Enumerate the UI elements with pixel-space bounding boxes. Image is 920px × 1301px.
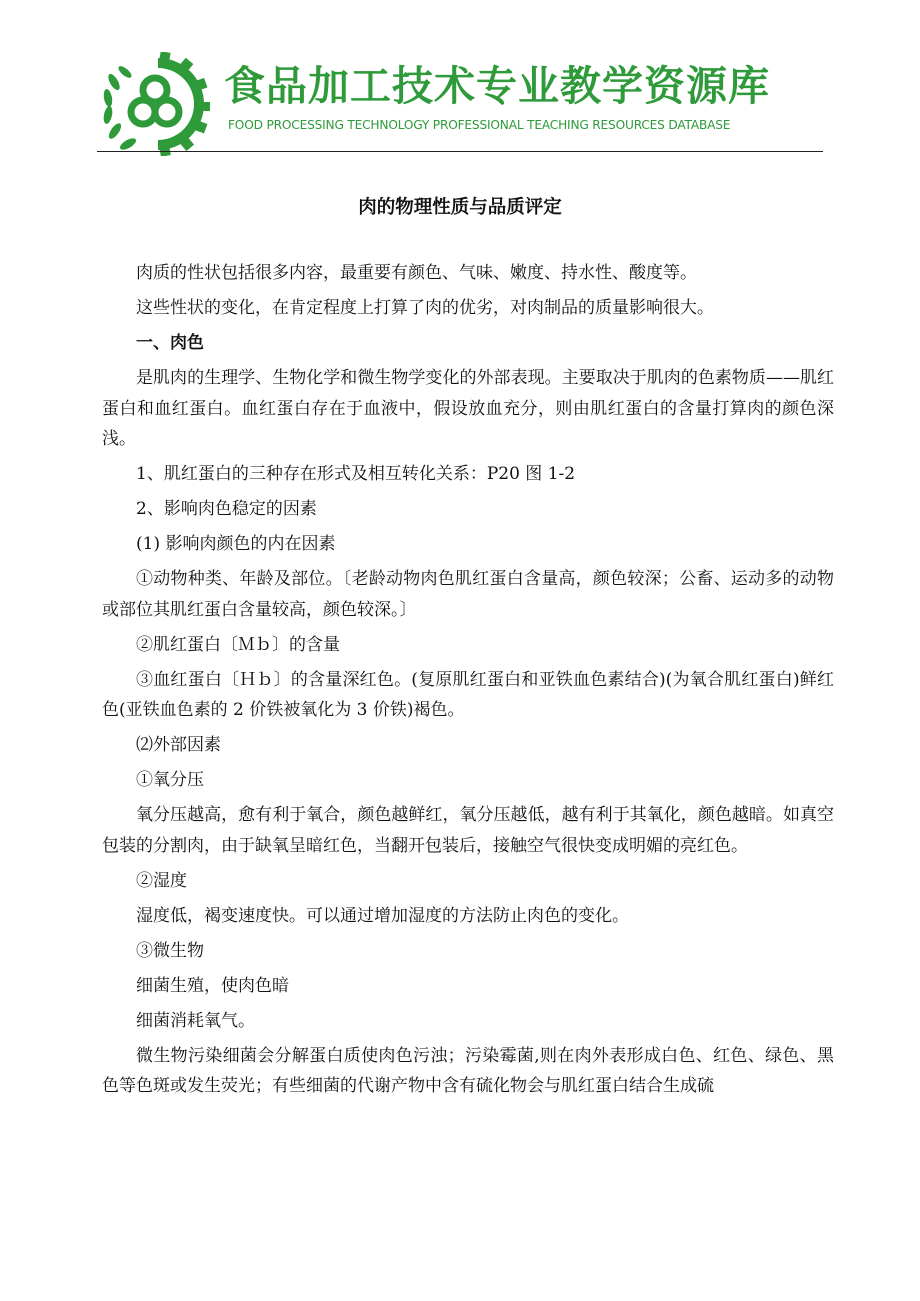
section-heading: 一、肉色 bbox=[136, 333, 204, 353]
paragraph: ③微生物 bbox=[136, 940, 204, 961]
header-divider bbox=[97, 151, 823, 152]
paragraph: 细菌生殖，使肉色暗 bbox=[136, 975, 289, 996]
institution-logo-icon bbox=[100, 52, 210, 156]
paragraph: 2、影响肉色稳定的因素 bbox=[136, 499, 317, 519]
document-body bbox=[102, 258, 834, 1106]
brand-english-name: FOOD PROCESSING TECHNOLOGY PROFESSIONAL TEACHING RESOURCES DATABASE bbox=[228, 118, 731, 132]
paragraph: ②肌红蛋白〔Ｍｂ〕的含量 bbox=[136, 634, 340, 655]
paragraph: 微生物污染细菌会分解蛋白质使肉色污浊；污染霉菌,则在肉外表形成白色、红色、绿色、黑色等色斑或发生荧光；有些细菌的代谢产物中含有硫化物会与肌红蛋白结合生成硫 bbox=[102, 1045, 834, 1096]
page-header bbox=[0, 0, 920, 160]
paragraph: 细菌消耗氧气。 bbox=[136, 1010, 255, 1031]
paragraph: 氧分压越高，愈有利于氧合，颜色越鲜红，氧分压越低，越有利于其氧化，颜色越暗。如真空包装的分割肉，由于缺氧呈暗红色，当翻开包装后，接触空气很快变成明媚的亮红色。 bbox=[102, 805, 834, 856]
paragraph: ①氧分压 bbox=[136, 770, 204, 790]
paragraph: ③血红蛋白〔Ｈｂ〕的含量深红色。(复原肌红蛋白和亚铁血色素结合)(为氧合肌红蛋白)鲜红色(亚铁血色素的 2 价铁被氧化为 3 价铁)褐色。 bbox=[102, 669, 834, 720]
document-title: 肉的物理性质与品质评定 bbox=[358, 197, 562, 218]
paragraph: ②湿度 bbox=[136, 870, 187, 891]
paragraph: 是肌肉的生理学、生物化学和微生物学变化的外部表现。主要取决于肌肉的色素物质——肌红蛋白和血红蛋白。血红蛋白存在于血液中，假设放血充分，则由肌红蛋白的含量打算肉的颜色深浅。 bbox=[102, 368, 834, 449]
paragraph: 1、肌红蛋白的三种存在形式及相互转化关系：P20 图 1-2 bbox=[136, 464, 576, 484]
paragraph: 这些性状的变化，在肯定程度上打算了肉的优劣，对肉制品的质量影响很大。 bbox=[136, 298, 714, 318]
paragraph: (1) 影响肉颜色的内在因素 bbox=[136, 534, 336, 554]
paragraph: 湿度低，褐变速度快。可以通过增加湿度的方法防止肉色的变化。 bbox=[136, 905, 629, 926]
brand-chinese-name: 食品加工技术专业教学资源库 bbox=[224, 62, 770, 110]
paragraph: ①动物种类、年龄及部位。〔老龄动物肉色肌红蛋白含量高，颜色较深；公畜、运动多的动物或部位其肌红蛋白含量较高，颜色较深。〕 bbox=[102, 569, 834, 620]
paragraph: ⑵外部因素 bbox=[136, 735, 221, 755]
paragraph: 肉质的性状包括很多内容，最重要有颜色、气味、嫩度、持水性、酸度等。 bbox=[136, 263, 697, 283]
